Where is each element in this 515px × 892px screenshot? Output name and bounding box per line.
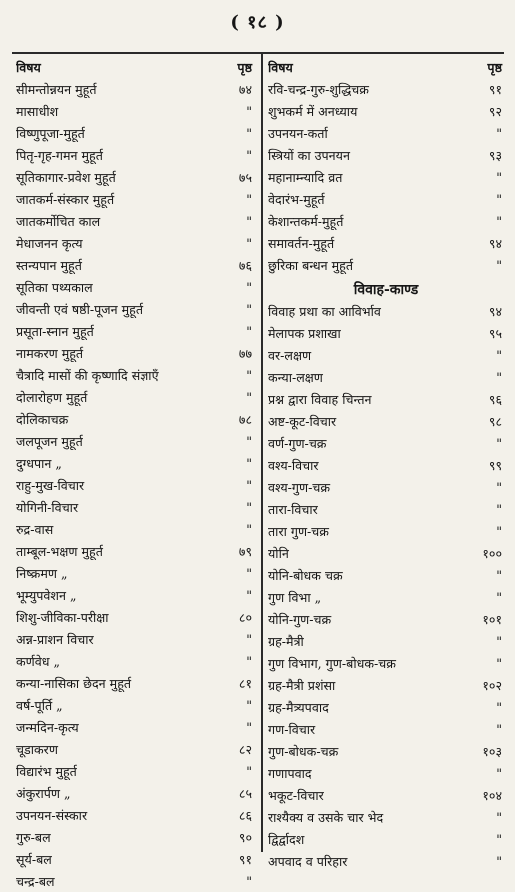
toc-entry [16,122,254,144]
entry-page: " [496,191,502,207]
toc-entry [268,498,504,520]
entry-page: १०४ [482,787,502,803]
entry-page: " [496,501,502,517]
entry-page: " [246,323,252,339]
entry-page: " [496,523,502,539]
toc-entry [16,364,254,386]
entry-title: कन्या-लक्षण [268,369,323,385]
header-subject: विषय [16,59,41,75]
entry-title: भकूट-विचार [268,787,324,803]
entry-title: गुण विभाग, गुण-बोधक-चक्र [268,655,396,671]
toc-entry [16,342,254,364]
entry-title: अंकुरार्पण „ [16,785,71,801]
toc-entry [268,388,504,410]
entry-title: ग्रह-मैत्र्यपवाद [268,699,329,715]
entry-title: रुद्र-वास [16,521,54,537]
entry-title: सीमन्तोन्नयन मुहूर्त [16,81,97,97]
toc-entry [16,826,254,848]
entry-page: १०० [482,545,502,561]
entry-page: " [496,765,502,781]
toc-entry [16,210,254,232]
entry-page: " [246,301,252,317]
entry-page: " [246,521,252,537]
toc-entry [268,232,504,254]
entry-page: " [246,389,252,405]
left-entries [16,78,254,892]
entry-page: " [246,235,252,251]
entry-page: " [496,567,502,583]
entry-page: " [246,433,252,449]
toc-entry [268,344,504,366]
entry-page: ७४ [238,81,252,97]
entry-page: ९३ [488,147,502,163]
header-subject: विषय [268,59,293,75]
entry-page: ८२ [238,741,252,757]
column-divider [261,52,263,852]
entry-page: १०३ [482,743,502,759]
entry-title: स्त्रियों का उपनयन [268,147,350,163]
toc-entry [268,366,504,388]
header-page: पृष्ठ [237,59,252,75]
entry-page: " [246,719,252,735]
toc-entry [16,518,254,540]
entry-page: ९६ [488,391,502,407]
entry-title: वर्ष-पूर्ति „ [16,697,63,713]
entry-title: जीवन्ती एवं षष्ठी-पूजन मुहूर्त [16,301,144,317]
entry-page: ८५ [238,785,252,801]
toc-entry [268,166,504,188]
toc-entry [16,650,254,672]
entry-page: " [246,147,252,163]
entry-title: राश्यैक्य व उसके चार भेद [268,809,384,825]
toc-entry [16,738,254,760]
toc-entry [268,718,504,740]
toc-entry [268,542,504,564]
entry-page: ९९ [488,457,502,473]
toc-entry [268,850,504,872]
entry-title: द्विर्द्वादश [268,831,305,847]
entry-page: ९५ [488,325,502,341]
entry-page: " [496,699,502,715]
entry-title: विवाह प्रथा का आविर्भाव [268,303,381,319]
entry-title: कन्या-नासिका छेदन मुहूर्त [16,675,132,691]
entry-title: केशान्तकर्म-मुहूर्त [268,213,344,229]
page-number: ( १८ ) [230,12,285,33]
entry-title: गुरु-बल [16,829,51,845]
toc-entry [268,784,504,806]
section-title [268,278,504,300]
toc-entry [16,254,254,276]
entry-page: ९२ [488,103,502,119]
toc-entry [268,586,504,608]
entry-page: ७९ [238,543,252,559]
entry-page: ७५ [238,169,252,185]
entry-title: ताम्बूल-भक्षण मुहूर्त [16,543,103,559]
entry-title: मासाधीश [16,103,59,119]
entry-page: " [246,103,252,119]
entry-page: ९४ [488,235,502,251]
toc-entry [16,672,254,694]
entry-title: सूर्य-बल [16,851,52,867]
toc-entry [16,760,254,782]
entry-page: " [496,633,502,649]
entry-title: रवि-चन्द्र-गुरु-शुद्धिचक्र [268,81,369,97]
left-column [16,56,254,892]
toc-entry [16,232,254,254]
entry-title: जन्मदिन-कृत्य [16,719,79,735]
header-page: पृष्ठ [487,59,502,75]
toc-entry [268,188,504,210]
toc-entry [268,454,504,476]
toc-entry [268,696,504,718]
entry-page: ७८ [238,411,252,427]
toc-entry [268,432,504,454]
toc-entry [268,100,504,122]
toc-entry [268,144,504,166]
toc-entry [16,320,254,342]
toc-entry [16,562,254,584]
entry-page: ८१ [238,675,252,691]
toc-entry [268,322,504,344]
toc-entry [16,276,254,298]
toc-entry [16,848,254,870]
right-column-header [268,56,504,78]
right-column [268,56,504,872]
toc-entry [268,254,504,276]
entry-page: " [496,655,502,671]
entry-title: चैत्रादि मासों की कृष्णादि संज्ञाएँ [16,367,159,383]
entry-page: " [496,125,502,141]
entry-title: स्तन्यपान मुहूर्त [16,257,82,273]
toc-entry [268,630,504,652]
toc-entry [16,298,254,320]
entry-title: गुण-बोधक-चक्र [268,743,339,759]
entry-title: योनि-बोधक चक्र [268,567,343,583]
toc-entry [268,520,504,542]
entry-page: " [496,347,502,363]
entry-title: गणापवाद [268,765,312,781]
entry-page: " [246,873,252,889]
entry-page: ८० [238,609,252,625]
entry-page: " [246,499,252,515]
entry-page: ७७ [238,345,252,361]
toc-entry [16,694,254,716]
entry-page: " [496,257,502,273]
entry-title: विद्यारंभ मुहूर्त [16,763,77,779]
toc-entry [268,828,504,850]
left-column-header [16,56,254,78]
entry-page: " [246,631,252,647]
entry-page: " [246,565,252,581]
entry-title: शुभकर्म में अनध्याय [268,103,358,119]
entry-title: योगिनी-विचार [16,499,79,515]
entry-title: राहु-मुख-विचार [16,477,85,493]
entry-title: उपनयन-कर्ता [268,125,328,141]
entry-page: ९४ [488,303,502,319]
entry-title: उपनयन-संस्कार [16,807,88,823]
right-entries-before [268,78,504,276]
toc-entry [268,674,504,696]
entry-page: ९१ [238,851,252,867]
entry-title: अन्न-प्राशन विचार [16,631,94,647]
toc-entry [268,300,504,322]
toc-entry [268,410,504,432]
entry-page: " [496,853,502,869]
toc-entry [268,762,504,784]
entry-page: " [246,125,252,141]
entry-title: वश्य-विचार [268,457,319,473]
toc-entry [16,430,254,452]
section-title-text: विवाह-काण्ड [353,281,419,298]
entry-title: जातकर्म-संस्कार मुहूर्त [16,191,115,207]
entry-title: ग्रह-मैत्री प्रशंसा [268,677,336,693]
entry-page: ९८ [488,413,502,429]
toc-entry [16,870,254,892]
toc-entry [268,122,504,144]
entry-page: " [496,213,502,229]
entry-page: " [246,367,252,383]
entry-title: अपवाद व परिहार [268,853,348,869]
entry-page: " [246,653,252,669]
entry-title: प्रसूता-स्नान मुहूर्त [16,323,94,339]
entry-title: चन्द्र-बल [16,873,55,889]
header-rule [12,52,504,54]
entry-title: समावर्तन-मुहूर्त [268,235,335,251]
toc-entry [16,166,254,188]
entry-title: ग्रह-मैत्री [268,633,304,649]
entry-page: " [496,721,502,737]
toc-entry [16,804,254,826]
toc-entry [16,584,254,606]
entry-page: " [496,479,502,495]
entry-title: वेदारंभ-मुहूर्त [268,191,325,207]
entry-page: १०१ [482,611,502,627]
entry-page: ९० [238,829,252,845]
entry-page: " [496,809,502,825]
entry-page: " [246,279,252,295]
toc-entry [16,144,254,166]
entry-page: " [246,763,252,779]
entry-title: विष्णुपूजा-मुहूर्त [16,125,85,141]
entry-title: तारा-विचार [268,501,318,517]
entry-title: दोलिकाचक्र [16,411,69,427]
entry-title: महानाम्न्यादि व्रत [268,169,343,185]
entry-page: " [496,369,502,385]
entry-page: " [496,589,502,605]
toc-entry [16,474,254,496]
entry-title: शिशु-जीविका-परीक्षा [16,609,109,625]
toc-entry [16,540,254,562]
entry-title: नामकरण मुहूर्त [16,345,84,361]
entry-title: सूतिकागार-प्रवेश मुहूर्त [16,169,116,185]
toc-entry [16,188,254,210]
toc-entry [268,78,504,100]
entry-page: १०२ [482,677,502,693]
entry-page: " [246,455,252,471]
entry-page: ७६ [238,257,252,273]
entry-title: वर-लक्षण [268,347,312,363]
entry-title: छुरिका बन्धन मुहूर्त [268,257,353,273]
toc-entry [16,100,254,122]
entry-title: भूम्युपवेशन „ [16,587,77,603]
toc-entry [268,476,504,498]
entry-page: " [496,435,502,451]
toc-entry [16,452,254,474]
right-entries-after [268,300,504,872]
toc-entry [268,564,504,586]
entry-title: दोलारोहण मुहूर्त [16,389,88,405]
entry-page: ८६ [238,807,252,823]
entry-title: तारा गुण-चक्र [268,523,329,539]
toc-entry [16,716,254,738]
entry-title: गण-विचार [268,721,316,737]
toc-entry [16,496,254,518]
toc-entry [16,782,254,804]
toc-entry [268,608,504,630]
entry-page: " [496,831,502,847]
entry-title: चूडाकरण [16,741,58,757]
entry-title: पितृ-गृह-गमन मुहूर्त [16,147,103,163]
entry-title: सूतिका पथ्यकाल [16,279,93,295]
entry-page: " [246,477,252,493]
toc-entry [16,408,254,430]
toc-entry [16,386,254,408]
entry-title: दुग्धपान „ [16,455,62,471]
entry-title: गुण विभा „ [268,589,322,605]
entry-page: " [246,697,252,713]
entry-title: प्रश्न द्वारा विवाह चिन्तन [268,391,372,407]
entry-title: अष्ट-कूट-विचार [268,413,337,429]
entry-page: " [246,587,252,603]
toc-entry [268,652,504,674]
entry-title: योनि [268,545,289,561]
entry-title: मेलापक प्रशाखा [268,325,341,341]
entry-title: जलपूजन मुहूर्त [16,433,83,449]
toc-entry [268,806,504,828]
entry-title: निष्क्रमण „ [16,565,68,581]
entry-title: वर्ण-गुण-चक्र [268,435,327,451]
toc-entry [16,628,254,650]
toc-entry [16,606,254,628]
entry-title: मेधाजनन कृत्य [16,235,83,251]
entry-page: ९१ [488,81,502,97]
toc-entry [268,210,504,232]
entry-title: जातकर्मोचित काल [16,213,101,229]
entry-page: " [246,191,252,207]
entry-page: " [496,169,502,185]
toc-entry [268,740,504,762]
entry-title: योनि-गुण-चक्र [268,611,332,627]
entry-page: " [246,213,252,229]
entry-title: कर्णवेध „ [16,653,61,669]
entry-title: वश्य-गुण-चक्र [268,479,331,495]
toc-entry [16,78,254,100]
